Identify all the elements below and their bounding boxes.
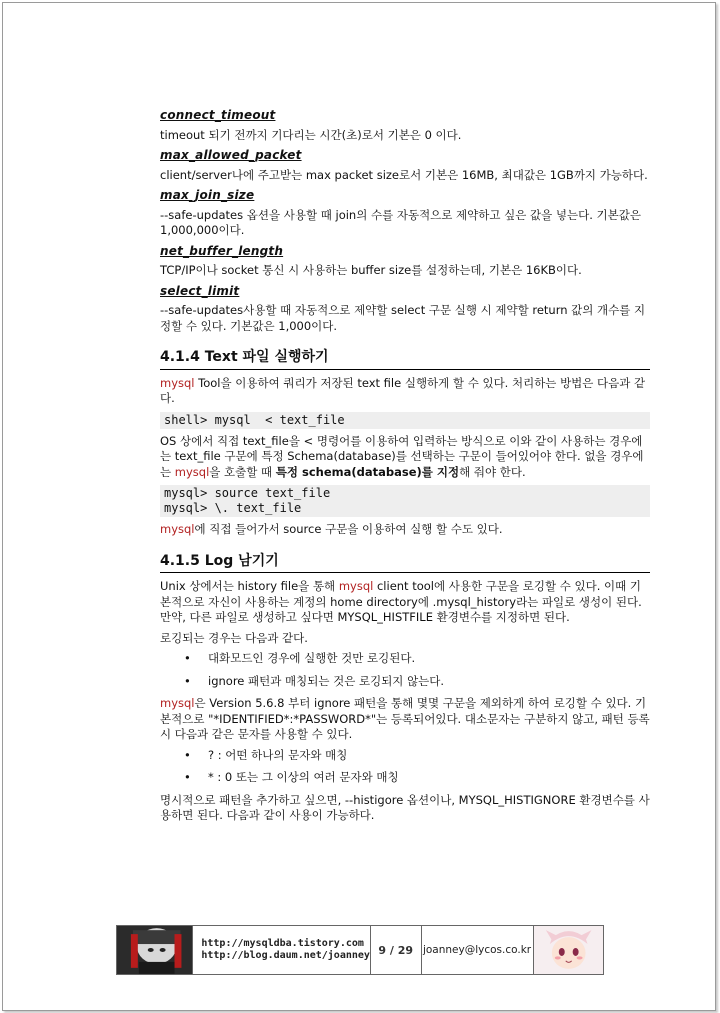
- term-description: --safe-updates 옵션을 사용할 때 join의 수를 자동적으로 제약하고 싶은 값을 넣는다. 기본값은 1,000,000이다.: [160, 207, 641, 237]
- avatar-image-right: [534, 926, 603, 974]
- highlight-mysql: mysql: [160, 375, 195, 390]
- highlight-mysql: mysql: [338, 579, 374, 593]
- highlight-mysql: mysql: [160, 696, 195, 710]
- cartoon-face-icon: [534, 926, 603, 974]
- avatar-image-left: [117, 926, 193, 974]
- text: 은 Version 5.6.8 부터 ignore 패턴을 통해 몇몇 구문을 제외하게 하여 로깅할 수 있다. 기본적으로 "*IDENTIFIED*:*PASSWORD*"는 등록되어있다. 대소문자는 구분하지 않고, 패턴 등록 시 다음과 같은 문자를 사용할 수 있다.: [160, 696, 650, 741]
- term-entry: [160, 188, 650, 239]
- text: client tool에 사용한 구문을 로깅할 수 있다. 이때 기본적으로 자신이 사용하는 계정의 home directory에 .mysql_history라는 파일로 생성이 된다. 만약, 다른 파일로 생성하고 싶다면 MYSQL_HISTFILE 환경변수를 지정하면 된다.: [160, 579, 642, 624]
- blog-link-daum[interactable]: http://blog.daum.net/joanney: [201, 950, 370, 961]
- blog-link-tistory[interactable]: http://mysqldba.tistory.com: [201, 938, 364, 949]
- paragraph: [160, 434, 650, 481]
- paragraph: [160, 376, 650, 407]
- paragraph: [160, 522, 650, 538]
- bullet-list: [160, 651, 650, 689]
- document-body: [160, 108, 650, 829]
- term-description: timeout 되기 전까지 기다리는 시간(초)로서 기본은 0 이다.: [160, 127, 462, 142]
- text: 을 호출할 때: [209, 464, 276, 479]
- term-description: TCP/IP이나 socket 통신 시 사용하는 buffer size를 설정하는데, 기본은 16KB이다.: [160, 263, 582, 277]
- paragraph: 로깅되는 경우는 다음과 같다.: [160, 630, 308, 645]
- list-item: • * : 0 또는 그 이상의 여러 문자와 매칭: [160, 770, 650, 786]
- paragraph: 명시적으로 패턴을 추가하고 싶으면, --histigore 옵션이나, MYSQL_HISTIGNORE 환경변수를 사용하면 된다. 다음과 같이 사용이 가능하다.: [160, 792, 650, 822]
- term-entry: [160, 244, 650, 279]
- character-portrait-icon: [117, 926, 192, 974]
- list-item: • ignore 패턴과 매칭되는 것은 로깅되지 않는다.: [160, 674, 650, 690]
- term-name: max_allowed_packet: [160, 148, 302, 162]
- bullet-list: [160, 748, 650, 786]
- term-description: --safe-updates사용할 때 자동적으로 제약할 select 구문 실행 시 제약할 return 값의 개수를 지정할 수 있다. 기본값은 1,000이다.: [160, 303, 646, 333]
- term-name: connect_timeout: [160, 108, 276, 122]
- term-name: net_buffer_length: [160, 243, 284, 258]
- page-footer: [116, 925, 604, 975]
- code-block: shell> mysql < text_file: [160, 412, 650, 429]
- term-description: client/server나에 주고받는 max packet size로서 기본은 16MB, 최대값은 1GB까지 가능하다.: [160, 167, 648, 182]
- list-item: • ? : 어떤 하나의 문자와 매칭: [160, 748, 650, 764]
- list-item: • 대화모드인 경우에 실행한 것만 로깅된다.: [160, 651, 650, 667]
- text: Unix 상에서는 history file을 통해: [160, 579, 339, 593]
- highlight-mysql: mysql: [174, 464, 210, 479]
- text: 해 줘야 한다.: [459, 464, 526, 479]
- term-name: select_limit: [160, 283, 240, 298]
- term-entry: [160, 108, 650, 143]
- text: OS 상에서 직접 text_file을 < 명령어를 이용하여 입력하는 방식으로 이와 같이 사용하는 경우에는 text_file 구문에 특정 Schema(database)를 선택하는 구문이 들어있어야 한다. 없을 경우에는: [160, 433, 644, 479]
- section-heading-log: 4.1.5 Log 남기기: [160, 554, 650, 574]
- author-email: joanney@lycos.co.kr: [422, 926, 534, 974]
- term-entry: [160, 148, 650, 183]
- paragraph: [160, 696, 650, 743]
- code-block: mysql> source text_file mysql> \. text_file: [160, 485, 650, 517]
- term-entry: [160, 284, 650, 335]
- term-name: max_join_size: [160, 188, 255, 202]
- paragraph: [160, 579, 650, 626]
- highlight-mysql: mysql: [160, 522, 195, 536]
- section-heading-text-file: 4.1.4 Text 파일 실행하기: [160, 350, 650, 370]
- page-number: 9 / 29: [371, 926, 422, 974]
- text: 에 직접 들어가서 source 구문을 이용하여 실행 할 수도 있다.: [194, 522, 503, 536]
- text: Tool을 이용하여 쿼리가 저장된 text file 실행하게 할 수 있다. 처리하는 방법은 다음과 같다.: [160, 375, 646, 405]
- bold-text: 특정 schema(database)를 지정: [275, 464, 460, 479]
- footer-links: [193, 926, 371, 974]
